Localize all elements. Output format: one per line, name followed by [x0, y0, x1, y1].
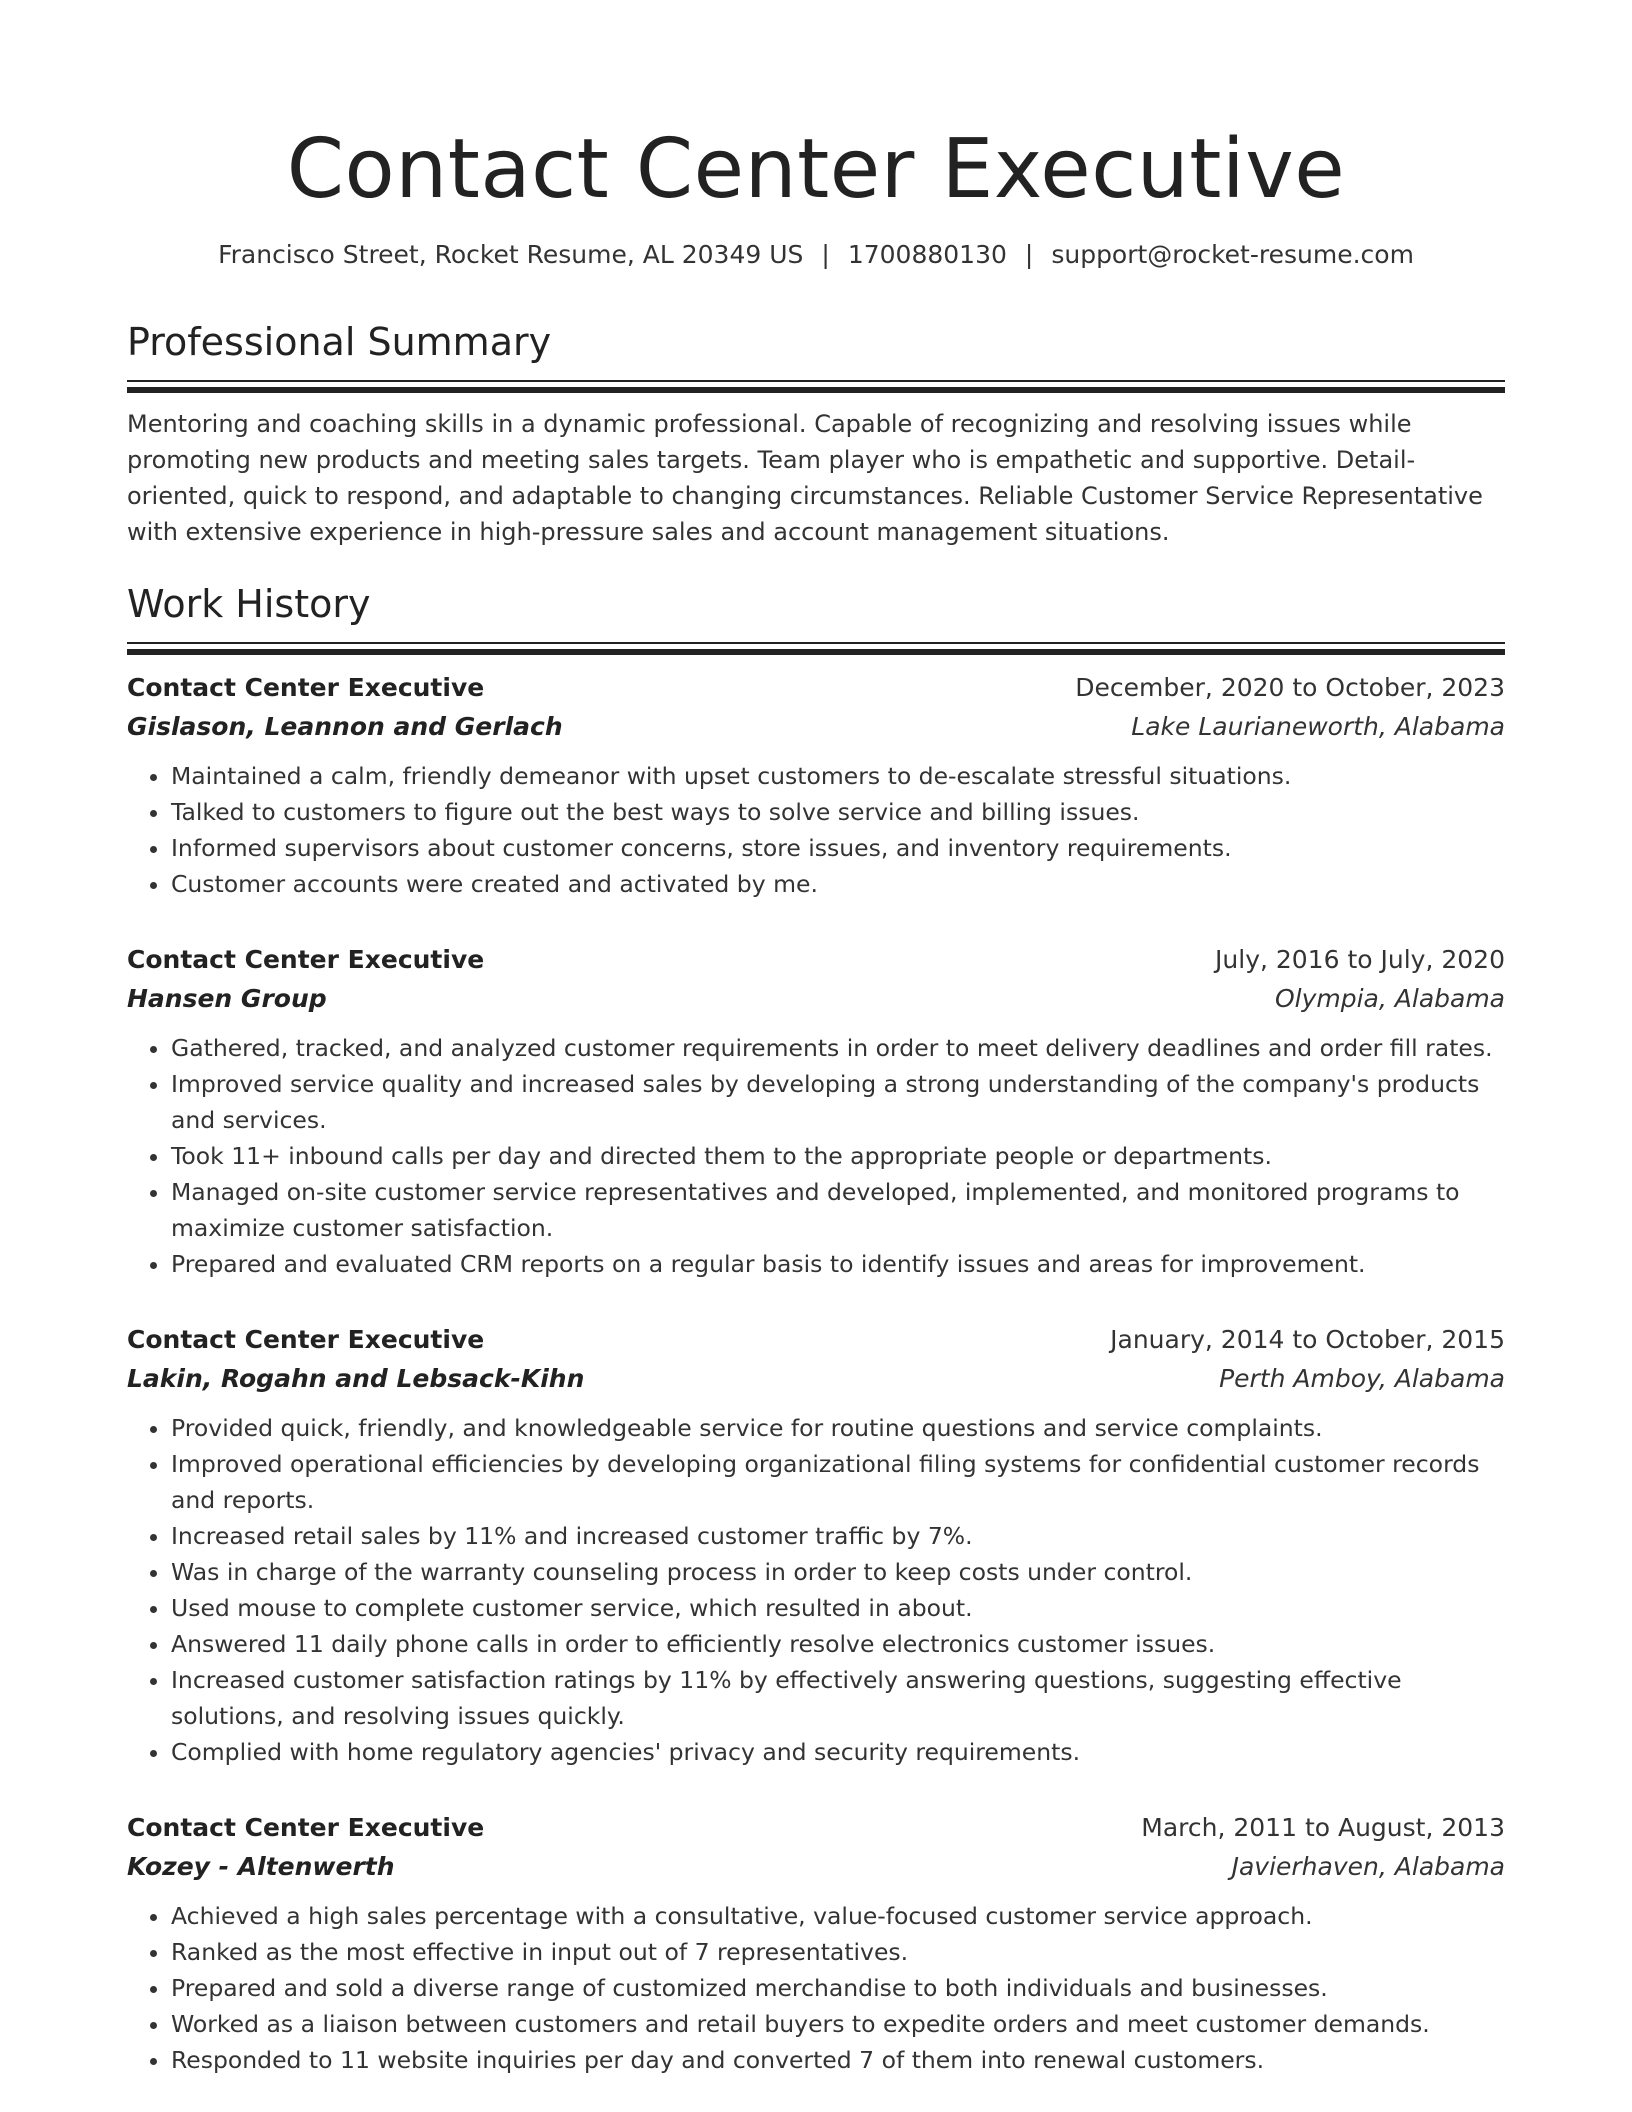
job-header-row: [127, 940, 1505, 980]
job-header-row: [127, 1320, 1505, 1360]
job-entry: [127, 668, 1505, 902]
job-bullet: • Customer accounts were created and activated by me.: [171, 866, 1505, 902]
job-company: Gislason, Leannon and Gerlach: [127, 712, 563, 741]
job-bullet-list: [127, 758, 1505, 902]
job-bullet: • Was in charge of the warranty counseling process in order to keep costs under control.: [171, 1554, 1505, 1590]
job-header-row: [127, 668, 1505, 708]
job-title: Contact Center Executive: [127, 1813, 485, 1842]
job-bullet: • Complied with home regulatory agencies' privacy and security requirements.: [171, 1734, 1505, 1770]
job-bullet: • Used mouse to complete customer service, which resulted in about.: [171, 1590, 1505, 1626]
section-divider: [127, 380, 1505, 382]
job-dates: December, 2020 to October, 2023: [1075, 673, 1505, 702]
professional-summary-section: [127, 318, 1505, 550]
contact-address: Francisco Street, Rocket Resume, AL 20349 US: [218, 240, 804, 269]
job-bullet: • Prepared and sold a diverse range of customized merchandise to both individuals and businesses.: [171, 1970, 1505, 2006]
job-company-row: [127, 1848, 1505, 1886]
job-company-row: [127, 980, 1505, 1018]
contact-email: support@rocket-resume.com: [1051, 240, 1414, 269]
job-entry: [127, 1808, 1505, 2078]
job-bullet: • Managed on-site customer service representatives and developed, implemented, and monitored programs to maximize customer satisfaction.: [171, 1174, 1505, 1246]
job-location: Lake Laurianeworth, Alabama: [1131, 712, 1505, 741]
job-bullet: • Gathered, tracked, and analyzed customer requirements in order to meet delivery deadlines and order fill rates.: [171, 1030, 1505, 1066]
resume-name: Contact Center Executive: [286, 122, 1346, 217]
job-bullet: • Achieved a high sales percentage with a consultative, value-focused customer service approach.: [171, 1898, 1505, 1934]
contact-line: [127, 238, 1505, 272]
job-title: Contact Center Executive: [127, 945, 485, 974]
job-title: Contact Center Executive: [127, 673, 485, 702]
section-title-summary: Professional Summary: [127, 320, 552, 364]
job-bullet-list: [127, 1410, 1505, 1770]
contact-separator: |: [821, 240, 830, 269]
job-bullet: • Worked as a liaison between customers and retail buyers to expedite orders and meet customer demands.: [171, 2006, 1505, 2042]
job-bullet: • Answered 11 daily phone calls in order to efficiently resolve electronics customer issues.: [171, 1626, 1505, 1662]
job-bullet: • Prepared and evaluated CRM reports on a regular basis to identify issues and areas for improvement.: [171, 1246, 1505, 1282]
contact-separator: |: [1024, 240, 1034, 269]
job-bullet: • Talked to customers to figure out the best ways to solve service and billing issues.: [171, 794, 1505, 830]
job-bullet: • Increased retail sales by 11% and increased customer traffic by 7%.: [171, 1518, 1505, 1554]
contact-phone: 1700880130: [847, 240, 1007, 269]
job-bullet: • Maintained a calm, friendly demeanor with upset customers to de-escalate stressful situations.: [171, 758, 1505, 794]
job-bullet: • Informed supervisors about customer concerns, store issues, and inventory requirements.: [171, 830, 1505, 866]
job-title: Contact Center Executive: [127, 1325, 485, 1354]
job-dates: January, 2014 to October, 2015: [1110, 1325, 1505, 1354]
work-history-section: [127, 580, 1505, 2078]
job-list: [127, 668, 1505, 2078]
job-location: Perth Amboy, Alabama: [1219, 1364, 1505, 1393]
job-bullet: • Improved operational efficiencies by developing organizational filing systems for confidential customer records and reports.: [171, 1446, 1505, 1518]
job-bullet: • Responded to 11 website inquiries per day and converted 7 of them into renewal customers.: [171, 2042, 1505, 2078]
job-bullet: • Took 11+ inbound calls per day and directed them to the appropriate people or departments.: [171, 1138, 1505, 1174]
job-dates: July, 2016 to July, 2020: [1215, 945, 1505, 974]
job-location: Olympia, Alabama: [1274, 984, 1505, 1013]
job-company-row: [127, 708, 1505, 746]
job-company-row: [127, 1360, 1505, 1398]
job-bullet: • Ranked as the most effective in input out of 7 representatives.: [171, 1934, 1505, 1970]
job-company: Lakin, Rogahn and Lebsack-Kihn: [127, 1364, 585, 1393]
job-bullet: • Improved service quality and increased sales by developing a strong understanding of the company's products and services.: [171, 1066, 1505, 1138]
job-bullet: • Provided quick, friendly, and knowledgeable service for routine questions and service complaints.: [171, 1410, 1505, 1446]
job-dates: March, 2011 to August, 2013: [1141, 1813, 1505, 1842]
job-bullet-list: [127, 1030, 1505, 1282]
job-company: Hansen Group: [127, 984, 327, 1013]
job-bullet: • Increased customer satisfaction ratings by 11% by effectively answering questions, suggesting effective solutions, and resolving issues quickly.: [171, 1662, 1505, 1734]
job-header-row: [127, 1808, 1505, 1848]
job-entry: [127, 1320, 1505, 1770]
section-title-work-history: Work History: [127, 582, 371, 626]
job-company: Kozey - Altenwerth: [127, 1852, 395, 1881]
job-bullet-list: [127, 1898, 1505, 2078]
section-divider: [127, 642, 1505, 644]
summary-text: Mentoring and coaching skills in a dynamic professional. Capable of recognizing and resolving issues while promoting new products and meeting sales targets. Team player who is empathetic and supportive. Detail-oriented, quick to respond, and adaptable to changing circumstances. Reliable Customer Service Representative with extensive experience in high-pressure sales and account management situations.: [127, 410, 1483, 546]
job-entry: [127, 940, 1505, 1282]
job-location: Javierhaven, Alabama: [1231, 1852, 1505, 1881]
